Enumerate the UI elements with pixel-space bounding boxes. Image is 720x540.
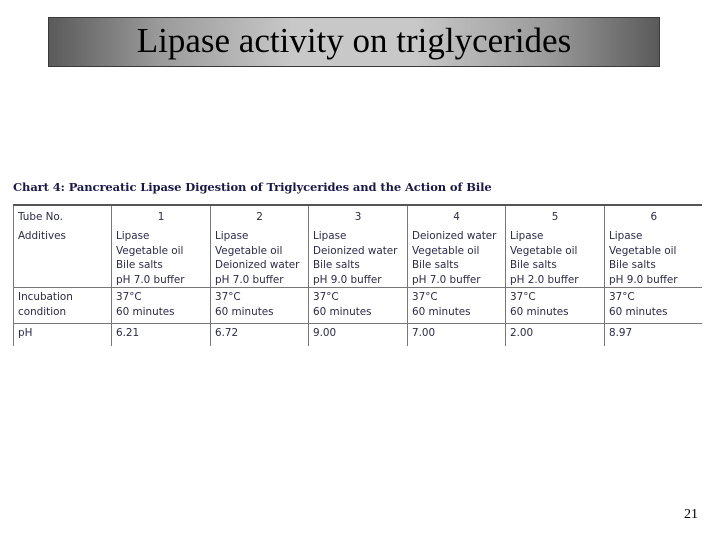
additive-item: Lipase	[510, 230, 544, 242]
incubation-time: 60 minutes	[412, 305, 471, 318]
additive-item: Vegetable oil	[609, 244, 677, 257]
incubation-cell	[408, 288, 506, 324]
additive-item: Deionized water	[412, 230, 497, 242]
ph-cell: 2.00	[506, 324, 605, 346]
additive-item: pH 7.0 buffer	[215, 273, 284, 286]
row-label-tube: Tube No.	[14, 206, 112, 228]
slide-title-bar	[48, 17, 660, 67]
incubation-cell	[309, 288, 408, 324]
additives-cell	[211, 228, 309, 288]
tube-number-cell: 3	[309, 206, 408, 228]
additive-item: Bile salts	[609, 259, 656, 272]
table-row-ph	[14, 324, 703, 346]
additive-item: Deionized water	[215, 259, 300, 272]
additive-item: pH 7.0 buffer	[412, 273, 481, 286]
additive-item: Bile salts	[313, 259, 360, 272]
row-label-incubation-line: condition	[18, 305, 67, 318]
incubation-time: 60 minutes	[116, 305, 175, 318]
additive-item: pH 2.0 buffer	[510, 273, 579, 286]
incubation-time: 60 minutes	[313, 305, 372, 318]
additive-item: Lipase	[215, 230, 249, 242]
additives-cell	[112, 228, 211, 288]
tube-number-cell: 2	[211, 206, 309, 228]
row-label-ph: pH	[14, 324, 112, 346]
tube-number-cell: 4	[408, 206, 506, 228]
incubation-temp: 37°C	[215, 291, 241, 304]
incubation-temp: 37°C	[313, 291, 339, 304]
additives-cell	[408, 228, 506, 288]
additive-item: pH 9.0 buffer	[609, 273, 678, 286]
additive-item: pH 9.0 buffer	[313, 273, 382, 286]
page-number: 21	[684, 507, 698, 522]
incubation-temp: 37°C	[510, 291, 536, 304]
ph-cell: 9.00	[309, 324, 408, 346]
incubation-time: 60 minutes	[510, 305, 569, 318]
lipase-table	[13, 206, 702, 346]
additive-item: Lipase	[609, 230, 643, 242]
additive-item: Bile salts	[116, 259, 163, 272]
incubation-cell	[506, 288, 605, 324]
lipase-table-image	[13, 204, 702, 346]
additive-item: Deionized water	[313, 244, 398, 257]
additives-cell	[605, 228, 703, 288]
incubation-temp: 37°C	[412, 291, 438, 304]
ph-cell: 7.00	[408, 324, 506, 346]
incubation-temp: 37°C	[609, 291, 635, 304]
additives-cell	[309, 228, 408, 288]
additive-item: Bile salts	[510, 259, 557, 272]
table-row-incubation	[14, 288, 703, 324]
additive-item: Bile salts	[412, 259, 459, 272]
additive-item: Lipase	[313, 230, 347, 242]
incubation-time: 60 minutes	[609, 305, 668, 318]
incubation-cell	[605, 288, 703, 324]
row-label-additives: Additives	[14, 228, 112, 288]
additive-item: pH 7.0 buffer	[116, 273, 185, 286]
tube-number-cell: 1	[112, 206, 211, 228]
row-label-incubation-line: Incubation	[18, 291, 73, 304]
slide-title: Lipase activity on triglycerides	[136, 20, 572, 60]
ph-cell: 6.21	[112, 324, 211, 346]
table-row-tube-number	[14, 206, 703, 228]
additive-item: Vegetable oil	[116, 244, 184, 257]
tube-number-cell: 6	[650, 211, 658, 223]
additive-item: Vegetable oil	[412, 244, 480, 257]
chart-heading: Chart 4: Pancreatic Lipase Digestion of Triglycerides and the Action of Bile	[13, 180, 492, 194]
incubation-cell	[112, 288, 211, 324]
incubation-temp: 37°C	[116, 291, 142, 304]
ph-cell: 8.97	[605, 324, 703, 346]
additive-item: Vegetable oil	[215, 244, 283, 257]
row-label-incubation	[14, 288, 112, 324]
ph-cell: 6.72	[211, 324, 309, 346]
tube-number-cell: 5	[506, 206, 605, 228]
additives-cell	[506, 228, 605, 288]
incubation-cell	[211, 288, 309, 324]
table-row-additives	[14, 228, 703, 288]
additive-item: Lipase	[116, 230, 150, 242]
incubation-time: 60 minutes	[215, 305, 274, 318]
additive-item: Vegetable oil	[510, 244, 578, 257]
